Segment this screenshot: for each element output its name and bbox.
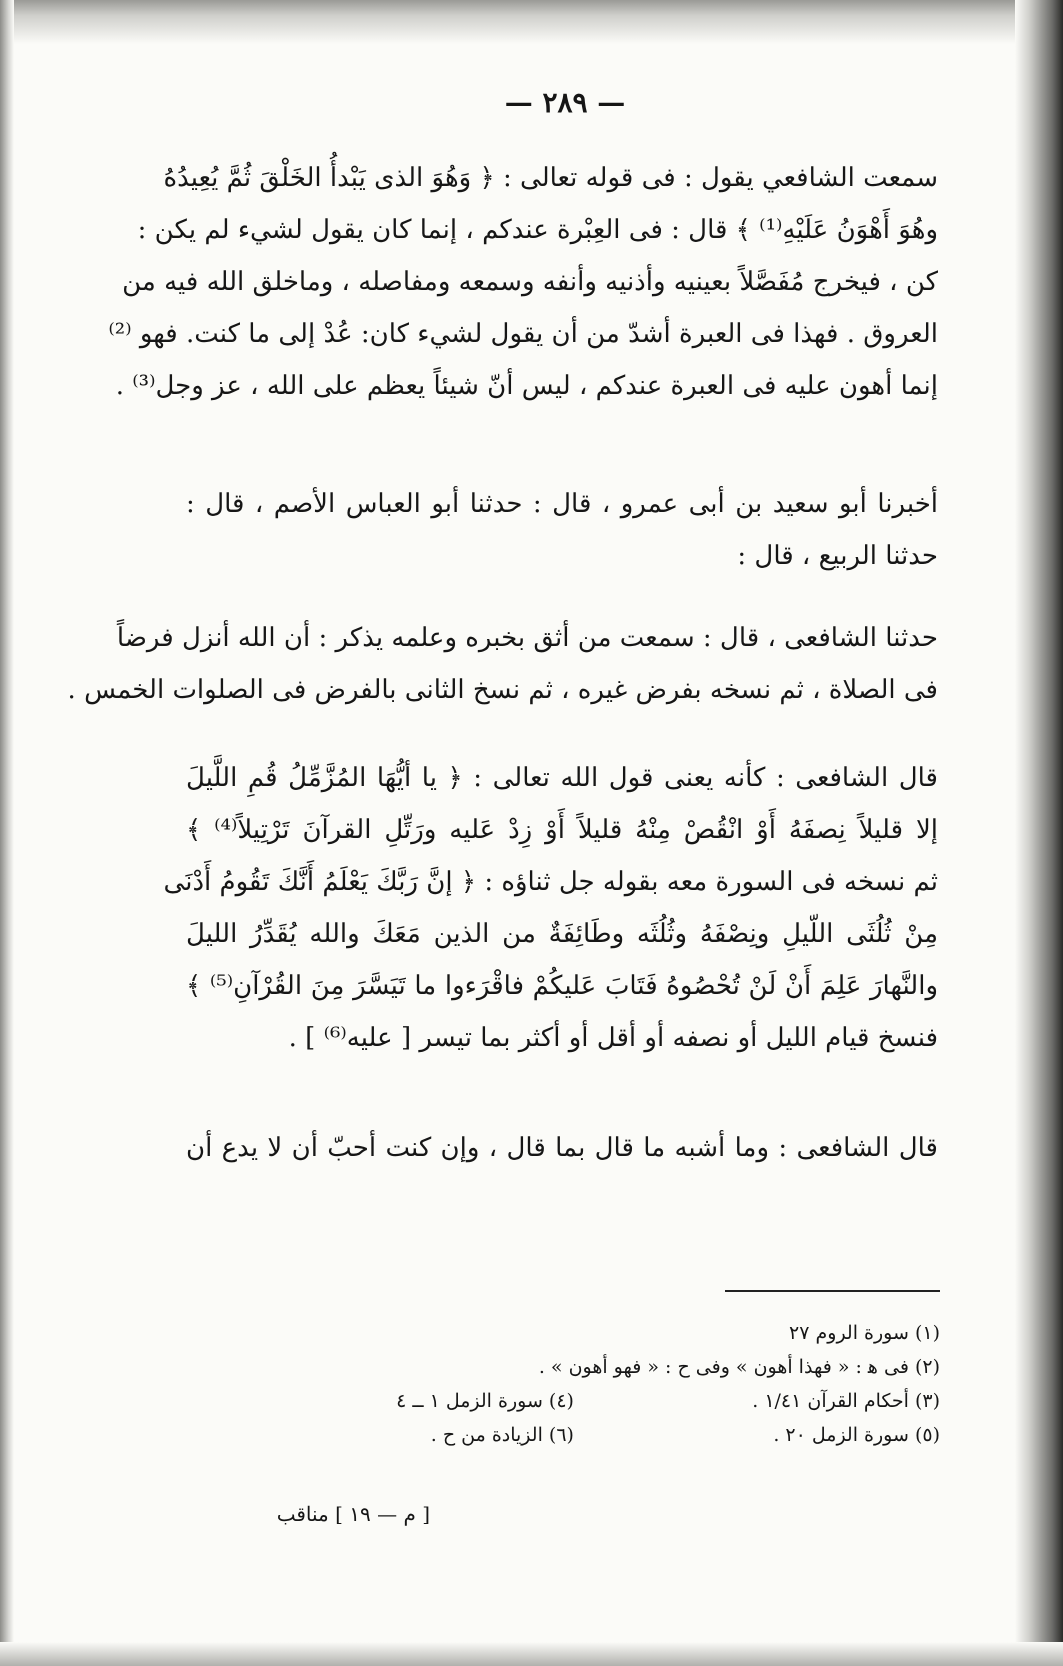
footnote-separator — [725, 1290, 940, 1292]
text-line: قال الشافعى : كأنه يعنى قول الله تعالى : ﴿ يا أيُّهَا المُزَّمِّلُ قُمِ اللَّيلَ — [186, 763, 938, 793]
footnote-1: (١) سورة الروم ٢٧ — [789, 1322, 940, 1344]
text-line: وهُوَ أَهْوَنُ عَلَيْهِ⁽¹⁾ ﴾ قال : فى العِبْرة عندكم ، إنما كان يقول لشيء لم يكن : — [137, 215, 938, 245]
paragraph-1 — [108, 152, 938, 412]
text-line: أخبرنا أبو سعيد بن أبى عمرو ، قال : حدثنا أبو العباس الأصم ، قال : — [186, 489, 938, 519]
footnote-row-3-4 — [200, 1384, 940, 1418]
footnote-6: (٦) الزيادة من ح . — [430, 1424, 574, 1446]
footnote-3: (٣) أحكام القرآن ١/٤١ . — [752, 1390, 940, 1412]
text-line: فنسخ قيام الليل أو نصفه أو أقل أو أكثر بما تيسر [ عليه⁽⁶⁾ ] . — [288, 1023, 938, 1053]
text-line: إنما أهون عليه فى العبرة عندكم ، ليس أنّ شيئاً يعظم على الله ، عز وجل⁽³⁾ . — [115, 371, 938, 401]
text-line: مِنْ ثُلُثَى اللّيلِ ونِصْفَهُ وثُلُثَه وطَائِفَةٌ من الذين مَعَكَ والله يُقَدِّرُ الليلَ — [186, 919, 938, 949]
footnotes — [200, 1316, 940, 1452]
footnote-2: (٢) فى ﻫ : « فهذا أهون » وفى ح : « فهو أهون » . — [538, 1356, 940, 1378]
text-line: كن ، فيخرج مُفَصَّلاً بعينيه وأذنيه وأنفه وسمعه ومفاصله ، وماخلق الله فيه من — [122, 267, 938, 297]
text-line: والنَّهارَ عَلِمَ أَنْ لَنْ تُحْصُوهُ فَتَابَ عَليكُمْ فاقْرَءوا ما تَيَسَّرَ مِنَ القُرْآنِ⁽⁵⁾ ﴾ — [186, 971, 938, 1001]
footnote-4: (٤) سورة الزمل ١ ــ ٤ — [396, 1390, 574, 1412]
text-line: إلا قليلاً نِصفَهُ أَوْ انْقُصْ مِنْهُ قليلاً أَوْ زِدْ عَليه ورَتِّلِ القرآنَ تَرْتِيلاً⁽⁴⁾ ﴾ — [186, 815, 939, 845]
footnote-row-5-6 — [200, 1418, 940, 1452]
text-line: العروق . فهذا فى العبرة أشدّ من أن يقول لشيء كان: عُدْ إلى ما كنت. فهو ⁽²⁾ — [108, 319, 938, 349]
scan-shadow-left — [0, 0, 14, 1666]
scan-shadow-top — [0, 0, 1063, 44]
paragraph-2 — [186, 478, 938, 582]
paragraph-5 — [186, 1122, 938, 1174]
text-line: حدثنا الشافعى ، قال : سمعت من أثق بخبره وعلمه يذكر : أن الله أنزل فرضاً — [116, 623, 938, 653]
signature-mark: [ م — ١٩ ] مناقب — [276, 1502, 430, 1526]
page-number: — ٢٨٩ — — [504, 86, 626, 119]
text-line: فى الصلاة ، ثم نسخه بفرض غيره ، ثم نسخ الثانى بالفرض فى الصلوات الخمس . — [67, 675, 938, 705]
scan-shadow-bottom — [0, 1642, 1063, 1666]
text-line: قال الشافعى : وما أشبه ما قال بما قال ، وإن كنت أحبّ أن لا يدع أن — [186, 1133, 938, 1163]
paragraph-4 — [163, 752, 939, 1064]
scan-shadow-right — [1015, 0, 1063, 1666]
text-line: سمعت الشافعي يقول : فى قوله تعالى : ﴿ وَهُوَ الذى يَبْدأُ الخَلْقَ ثُمَّ يُعِيدُهُ — [163, 163, 938, 193]
footnote-5: (٥) سورة الزمل ٢٠ . — [773, 1424, 940, 1446]
text-line: حدثنا الربيع ، قال : — [737, 541, 938, 571]
paragraph-3 — [67, 612, 938, 716]
text-line: ثم نسخه فى السورة معه بقوله جل ثناؤه : ﴿ إنَّ رَبَّكَ يَعْلَمُ أَنَّكَ تَقُومُ أَدْنَى — [163, 867, 938, 897]
